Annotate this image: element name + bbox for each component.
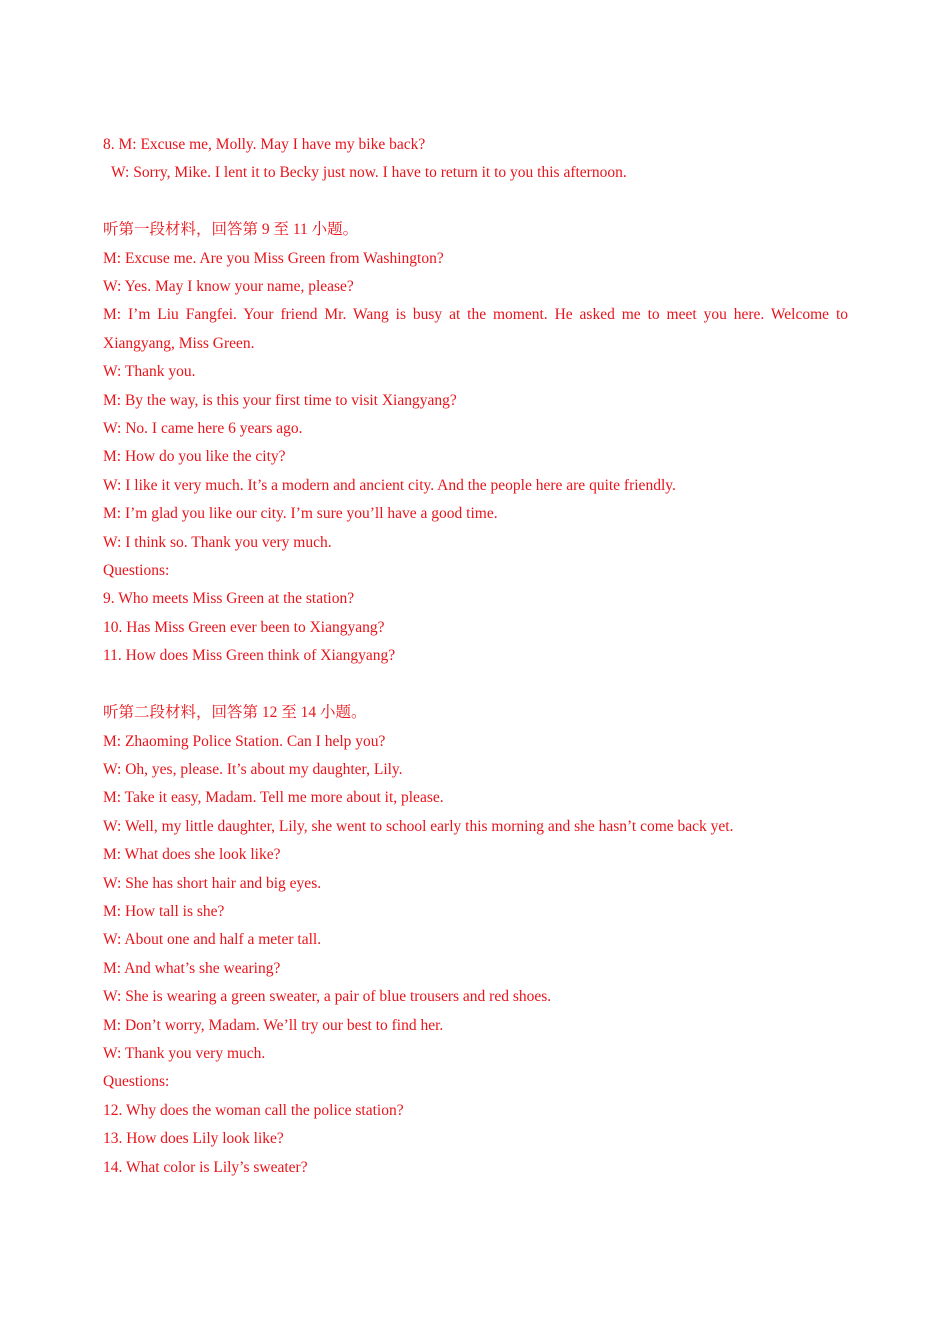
dialogue-line: M: I’m Liu Fangfei. Your friend Mr. Wang is busy at the moment. He asked me to meet you here. Welcome to Xiangyang, Miss Green. xyxy=(103,306,848,352)
questions-label: Questions: xyxy=(103,562,170,580)
q8-man-line: 8. M: Excuse me, Molly. May I have my bike back? xyxy=(103,136,426,153)
dialogue-line: M: Don’t worry, Madam. We’ll try our best to find her. xyxy=(103,1016,444,1034)
dialogue-line: W: Well, my little daughter, Lily, she went to school early this morning and she hasn’t come back yet. xyxy=(103,817,734,835)
dialogue-line: W: I think so. Thank you very much. xyxy=(103,533,332,551)
section2-heading: 听第二段材料，回答第 12 至 14 小题。 xyxy=(103,704,367,722)
dialogue-line: W: Yes. May I know your name, please? xyxy=(103,278,354,296)
dialogue-line: W: She has short hair and big eyes. xyxy=(103,874,322,892)
question-item: 12. Why does the woman call the police station? xyxy=(103,1101,404,1119)
dialogue-line: W: She is wearing a green sweater, a pair of blue trousers and red shoes. xyxy=(103,988,552,1006)
section1-heading: 听第一段材料，回答第 9 至 11 小题。 xyxy=(103,221,359,239)
questions-label: Questions: xyxy=(103,1073,170,1091)
dialogue-line: M: What does she look like? xyxy=(103,846,281,864)
transcript-page xyxy=(103,131,848,1182)
dialogue-line: M: I’m glad you like our city. I’m sure you’ll have a good time. xyxy=(103,505,498,523)
dialogue-line: M: Excuse me. Are you Miss Green from Washington? xyxy=(103,249,444,267)
dialogue-line: W: About one and half a meter tall. xyxy=(103,931,322,949)
q8-woman-line: W: Sorry, Mike. I lent it to Becky just now. I have to return it to you this afternoon. xyxy=(111,164,627,182)
dialogue-line: M: Zhaoming Police Station. Can I help you? xyxy=(103,732,386,750)
question-item: 9. Who meets Miss Green at the station? xyxy=(103,590,355,608)
question-item: 14. What color is Lily’s sweater? xyxy=(103,1158,308,1176)
question-item: 13. How does Lily look like? xyxy=(103,1130,284,1148)
spacer xyxy=(103,188,848,216)
dialogue-line: W: Thank you. xyxy=(103,363,196,381)
dialogue-line: M: And what’s she wearing? xyxy=(103,959,281,977)
dialogue-line: W: I like it very much. It’s a modern and ancient city. And the people here are quite friendly. xyxy=(103,476,676,494)
dialogue-line: W: No. I came here 6 years ago. xyxy=(103,420,303,438)
question-item: 11. How does Miss Green think of Xiangyang? xyxy=(103,647,396,665)
dialogue-line: M: By the way, is this your first time to visit Xiangyang? xyxy=(103,391,457,409)
dialogue-line: M: Take it easy, Madam. Tell me more about it, please. xyxy=(103,789,444,807)
dialogue-line: M: How tall is she? xyxy=(103,902,225,920)
dialogue-line: W: Oh, yes, please. It’s about my daughter, Lily. xyxy=(103,760,403,778)
dialogue-line: W: Thank you very much. xyxy=(103,1044,266,1062)
dialogue-line: M: How do you like the city? xyxy=(103,448,286,466)
spacer xyxy=(103,671,848,699)
question-item: 10. Has Miss Green ever been to Xiangyang? xyxy=(103,618,385,636)
